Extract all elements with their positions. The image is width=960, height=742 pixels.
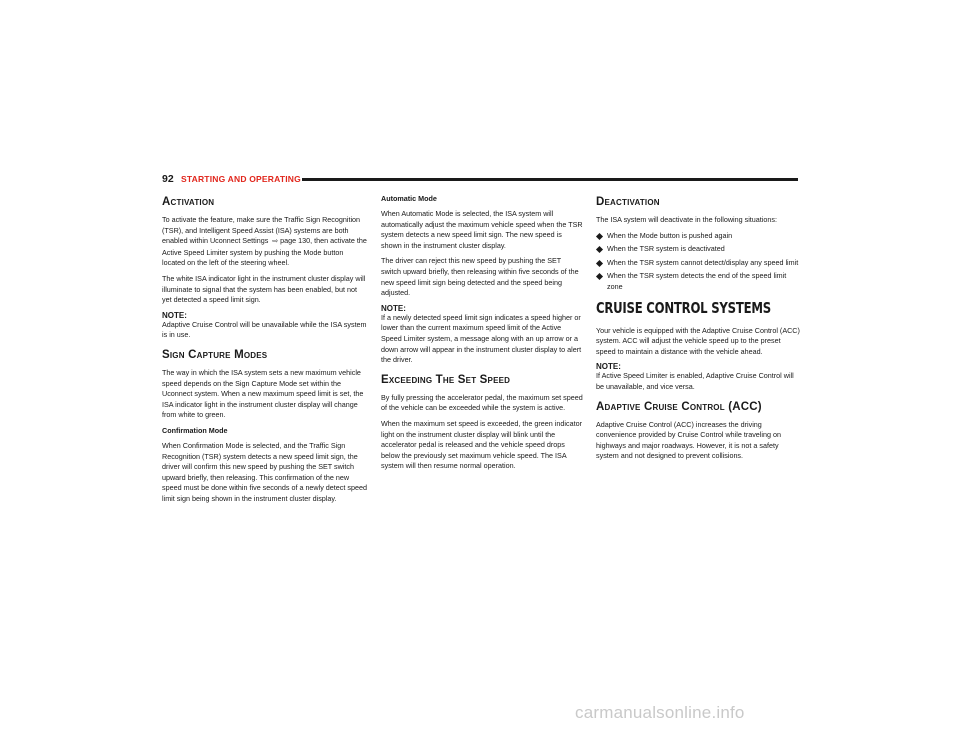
list-item-text: When the TSR system detects the end of the speed limit zone: [607, 271, 787, 291]
heading-deactivation: Deactivation: [596, 196, 660, 208]
bullet-icon: [596, 246, 603, 253]
activation-paragraph-2: The white ISA indicator light in the instrument cluster display will illuminate to signal that the system has been enabled, but not yet detected a speed limit sign.: [162, 273, 366, 305]
header-rule: [302, 178, 798, 181]
note-text: Adaptive Cruise Control will be unavailable while the ISA system is in use.: [162, 319, 367, 340]
note-label: NOTE:: [381, 303, 406, 313]
confirmation-mode-label: Confirmation Mode: [162, 425, 228, 435]
column-3: [596, 194, 801, 467]
list-item-text: When the TSR system cannot detect/display any speed limit: [607, 257, 799, 267]
automatic-mode-paragraph: When Automatic Mode is selected, the ISA system will automatically adjust the maximum vehicle speed when the TSR system detects a new speed limit sign. The new speed is shown in the instrument cluster display.: [381, 209, 583, 250]
automatic-mode-label: Automatic Mode: [381, 194, 437, 203]
heading-activation: Activation: [162, 196, 215, 208]
deactivation-list: [596, 231, 801, 293]
list-item: [596, 244, 801, 255]
column-2: [381, 194, 583, 477]
page-header: [162, 173, 798, 187]
activation-text-a: To activate the feature, make sure the Traffic Sign Recognition (TSR), and Intelligent Speed Assist (ISA) systems are both enabled within Uconnect Settings: [162, 215, 361, 246]
sign-capture-paragraph: The way in which the ISA system sets a new maximum vehicle speed depends on the Sign Capture Mode set within the Uconnect system. When a new maximum speed limit is set, the ISA indicator light in the instrument cluster display will change from white to green.: [162, 367, 364, 420]
section-title: STARTING AND OPERATING: [181, 174, 301, 184]
bullet-icon: [596, 260, 603, 267]
bullet-icon: [596, 273, 603, 280]
heading-exceeding-set-speed: Exceeding The Set Speed: [381, 373, 511, 386]
note-text: If Active Speed Limiter is enabled, Adaptive Cruise Control will be unavailable, and vice versa.: [596, 371, 794, 391]
activation-paragraph-1: [162, 215, 367, 269]
activation-text-b: activate the Active Speed Limiter system by pushing the Mode button located on the left of the steering wheel.: [162, 236, 367, 268]
list-item: [596, 258, 801, 269]
list-item: [596, 271, 801, 292]
page-ref-arrow-icon: ⇨: [272, 238, 279, 246]
reject-paragraph: The driver can reject this new speed by pushing the SET switch upward briefly, then releasing within five seconds of the new speed limit sign being detected and the speed being adjusted.: [381, 256, 579, 298]
note-label: NOTE:: [596, 362, 621, 372]
list-item: [596, 231, 801, 242]
acc-paragraph: Adaptive Cruise Control (ACC) increases the driving convenience provided by Cruise Control while traveling on highways and major roadways. However, it is not a safety system and not designed to prevent collisions.: [596, 419, 781, 461]
page-number: 92: [162, 173, 174, 185]
cruise-paragraph: Your vehicle is equipped with the Adaptive Cruise Control (ACC) system. ACC will adjust the vehicle speed up to the preset speed to maintain a distance with the vehicle ahead.: [596, 325, 800, 356]
confirmation-mode-paragraph: When Confirmation Mode is selected, and the Traffic Sign Recognition (TSR) system detects a new speed limit sign, the driver will confirm this new speed by pushing the SET switch upward briefly, then releasing. This confirmation of the new speed must be done within five seconds of a newly detect speed limit sign being shown in the instrument cluster display.: [162, 440, 367, 503]
list-item-text: When the Mode button is pushed again: [607, 230, 733, 240]
heading-cruise-control-systems: CRUISE CONTROL SYSTEMS: [596, 298, 771, 317]
page-ref-link[interactable]: page 130, then: [280, 236, 329, 246]
bullet-icon: [596, 233, 603, 240]
exceeding-paragraph-2: When the maximum set speed is exceeded, the green indicator light on the instrument cluster display will blink until the accelerator pedal is released and the vehicle speed drops below the previously set maximum vehicle speed. The ISA system will then resume normal operation.: [381, 418, 582, 471]
note-label: NOTE:: [162, 310, 187, 320]
column-1: [162, 194, 367, 509]
heading-sign-capture-modes: Sign Capture Modes: [162, 348, 268, 361]
deactivation-paragraph: The ISA system will deactivate in the following situations:: [596, 215, 777, 224]
list-item-text: When the TSR system is deactivated: [607, 244, 725, 254]
watermark: carmanualsonline.info: [575, 703, 745, 722]
heading-adaptive-cruise-control: Adaptive Cruise Control (ACC): [596, 400, 762, 413]
exceeding-paragraph-1: By fully pressing the accelerator pedal, the maximum set speed of the vehicle can be exceeded while the system is active.: [381, 392, 583, 413]
note-text: If a newly detected speed limit sign indicates a speed higher or lower than the current maximum speed limit of the Active Speed Limiter system, a message along with an up arrow or a down arrow will appear in the instrument cluster display to alert the driver.: [381, 312, 582, 365]
